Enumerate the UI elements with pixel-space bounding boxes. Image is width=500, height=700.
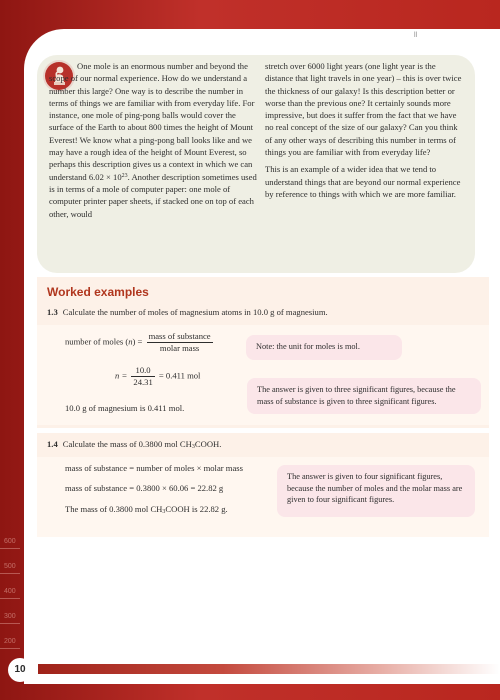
textbook-page (24, 29, 500, 684)
tok-right-column (265, 60, 465, 200)
scale-label: 400 (4, 588, 16, 595)
formula-mass: mass of substance = number of moles × molar mass (65, 463, 243, 473)
calculation-moles: n = $\frac{10.0}{24.31}$ = 0.411 mol (115, 365, 201, 387)
theory-of-knowledge-box (37, 55, 475, 273)
divider (37, 428, 489, 433)
calculation-mass: mass of substance = 0.3800 × 60.06 = 22.82 g (65, 483, 224, 493)
top-marker: ll (414, 32, 418, 39)
fraction: $\frac{\text{mass of substance}}{\text{molar mass}}$ (148, 331, 211, 353)
worked-examples-box (37, 277, 489, 537)
tok-paragraph: stretch over 6000 light years (one light year is the distance that light travels in one year) – this is over twice the thickness of our galaxy! Is this description better or worse than the previous one? It certainly sounds more impressive, but does it suffer from the fact that we have no real concept of the size of our galaxy? Can you think of any other ways of describing this number in terms of things you are familiar with from everyday life? (265, 61, 462, 158)
tok-paragraph: This is an example of a wider idea that we tend to understand things that are beyond our normal experience by reference to things with which we are more familiar. (265, 164, 461, 199)
scale-label: 500 (4, 563, 16, 570)
exponent: 23 (121, 172, 128, 179)
answer-line: 10.0 g of magnesium is 0.411 mol. (65, 403, 185, 413)
scale-label: 200 (4, 638, 16, 645)
scale-label: 600 (4, 538, 16, 545)
answer-panel-1-3 (37, 325, 489, 425)
tok-paragraph-tail: . Another description sometimes used is in terms of a mole of computer paper: one mole of computer printer paper sheets, if stacked one on top of each other, would (49, 171, 257, 219)
section-title: Worked examples (47, 285, 149, 299)
page-number: 10 (8, 658, 32, 682)
question-number: 1.3 (47, 307, 58, 317)
tok-paragraph: One mole is an enormous number and beyond the scope of our normal experience. How do we understand a number this large? One way is to describe the number in terms of things we are familiar with from everyday life. For instance, one mole of ping-pong balls would cover the surface of the Earth to about 800 times the height of Mount Everest! We know what a ping-pong ball looks like and we may have a rough idea of the height of Mount Everest, so perhaps this description gives us a context in which we can understand 6.02 × 10 (49, 61, 255, 182)
answer-panel-1-4 (37, 457, 489, 537)
question-text: Calculate the number of moles of magnesium atoms in 10.0 g of magnesium. (62, 307, 328, 317)
question-1-3 (47, 307, 328, 317)
answer-line: The mass of 0.3800 mol $CH_3COOH$ is 22.82 g. (65, 504, 228, 515)
fraction: $\frac{10.0}{24.31}$ (133, 365, 153, 387)
note-box: Note: the unit for moles is mol. (246, 335, 402, 360)
note-box: The answer is given to three significant figures, because the mass of substance is given to three significant figures. (247, 378, 481, 414)
question-1-4: 1.4 Calculate the mass of 0.3800 mol $CH_3COOH$. (47, 439, 222, 450)
footer-strip (38, 664, 500, 674)
tok-left-column (49, 60, 259, 220)
formula-moles: number of moles (n) = $\frac{\text{mass of substance}}{\text{molar mass}}$ (65, 331, 211, 353)
note-box: The answer is given to four significant figures, because the number of moles and the molar mass are given to four significant figures. (277, 465, 475, 517)
question-number: 1.4 (47, 439, 58, 449)
scale-label: 300 (4, 613, 16, 620)
